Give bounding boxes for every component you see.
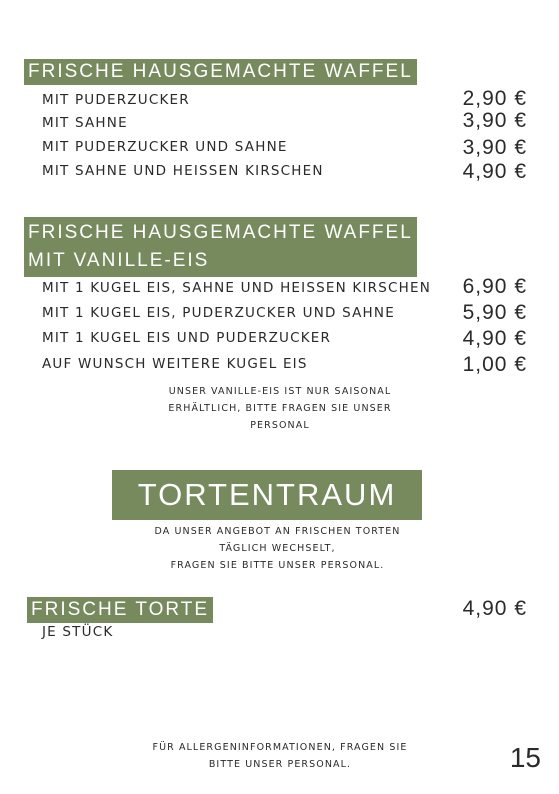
- menu-item-label: MIT PUDERZUCKER: [42, 92, 190, 108]
- note-line: ERHÄLTLICH, BITTE FRAGEN SIE UNSER: [168, 403, 392, 414]
- note-line: DA UNSER ANGEBOT AN FRISCHEN TORTEN: [154, 526, 401, 537]
- page-number: 15: [509, 742, 541, 773]
- section-title-line1: FRISCHE HAUSGEMACHTE WAFFEL: [28, 222, 413, 243]
- menu-item-label: MIT SAHNE: [42, 115, 128, 131]
- menu-item-label: AUF WUNSCH WEITERE KUGEL EIS: [42, 356, 308, 372]
- note-line: UNSER VANILLE-EIS IST NUR SAISONAL: [168, 386, 392, 397]
- section-title-waffel: FRISCHE HAUSGEMACHTE WAFFEL: [24, 59, 417, 85]
- section-title-torte: FRISCHE TORTE: [27, 597, 213, 623]
- note-line: PERSONAL: [250, 420, 310, 431]
- menu-item-price: 3,90 €: [462, 136, 527, 159]
- menu-item-label: MIT 1 KUGEL EIS, PUDERZUCKER UND SAHNE: [42, 305, 395, 321]
- menu-item-price: 2,90 €: [462, 87, 527, 110]
- menu-item-price: 3,90 €: [462, 109, 527, 132]
- note-line: FÜR ALLERGENINFORMATIONEN, FRAGEN SIE: [152, 742, 408, 753]
- section-title-waffel-eis: [24, 217, 417, 277]
- menu-item-price: 4,90 €: [462, 160, 527, 183]
- torte-subtitle: JE STÜCK: [42, 624, 114, 640]
- tortentraum-title: TORTENTRAUM: [112, 470, 422, 520]
- menu-item-label: MIT PUDERZUCKER UND SAHNE: [42, 139, 288, 155]
- menu-item-label: MIT SAHNE UND HEISSEN KIRSCHEN: [42, 163, 324, 179]
- menu-item-price: 5,90 €: [462, 301, 527, 324]
- menu-item-price: 1,00 €: [462, 353, 527, 376]
- note-line: FRAGEN SIE BITTE UNSER PERSONAL.: [170, 560, 385, 571]
- menu-item-label: MIT 1 KUGEL EIS UND PUDERZUCKER: [42, 330, 332, 346]
- note-line: BITTE UNSER PERSONAL.: [208, 759, 352, 770]
- menu-item-price: 6,90 €: [462, 275, 527, 298]
- torte-price: 4,90 €: [462, 597, 527, 620]
- tortentraum-note: [110, 523, 445, 574]
- note-line: TÄGLICH WECHSELT,: [219, 543, 336, 554]
- vanille-eis-note: [120, 383, 440, 434]
- section-title-line2: MIT VANILLE-EIS: [28, 250, 210, 271]
- menu-item-label: MIT 1 KUGEL EIS, SAHNE UND HEISSEN KIRSCHEN: [42, 280, 431, 296]
- menu-item-price: 4,90 €: [462, 327, 527, 350]
- allergen-note: [120, 739, 440, 773]
